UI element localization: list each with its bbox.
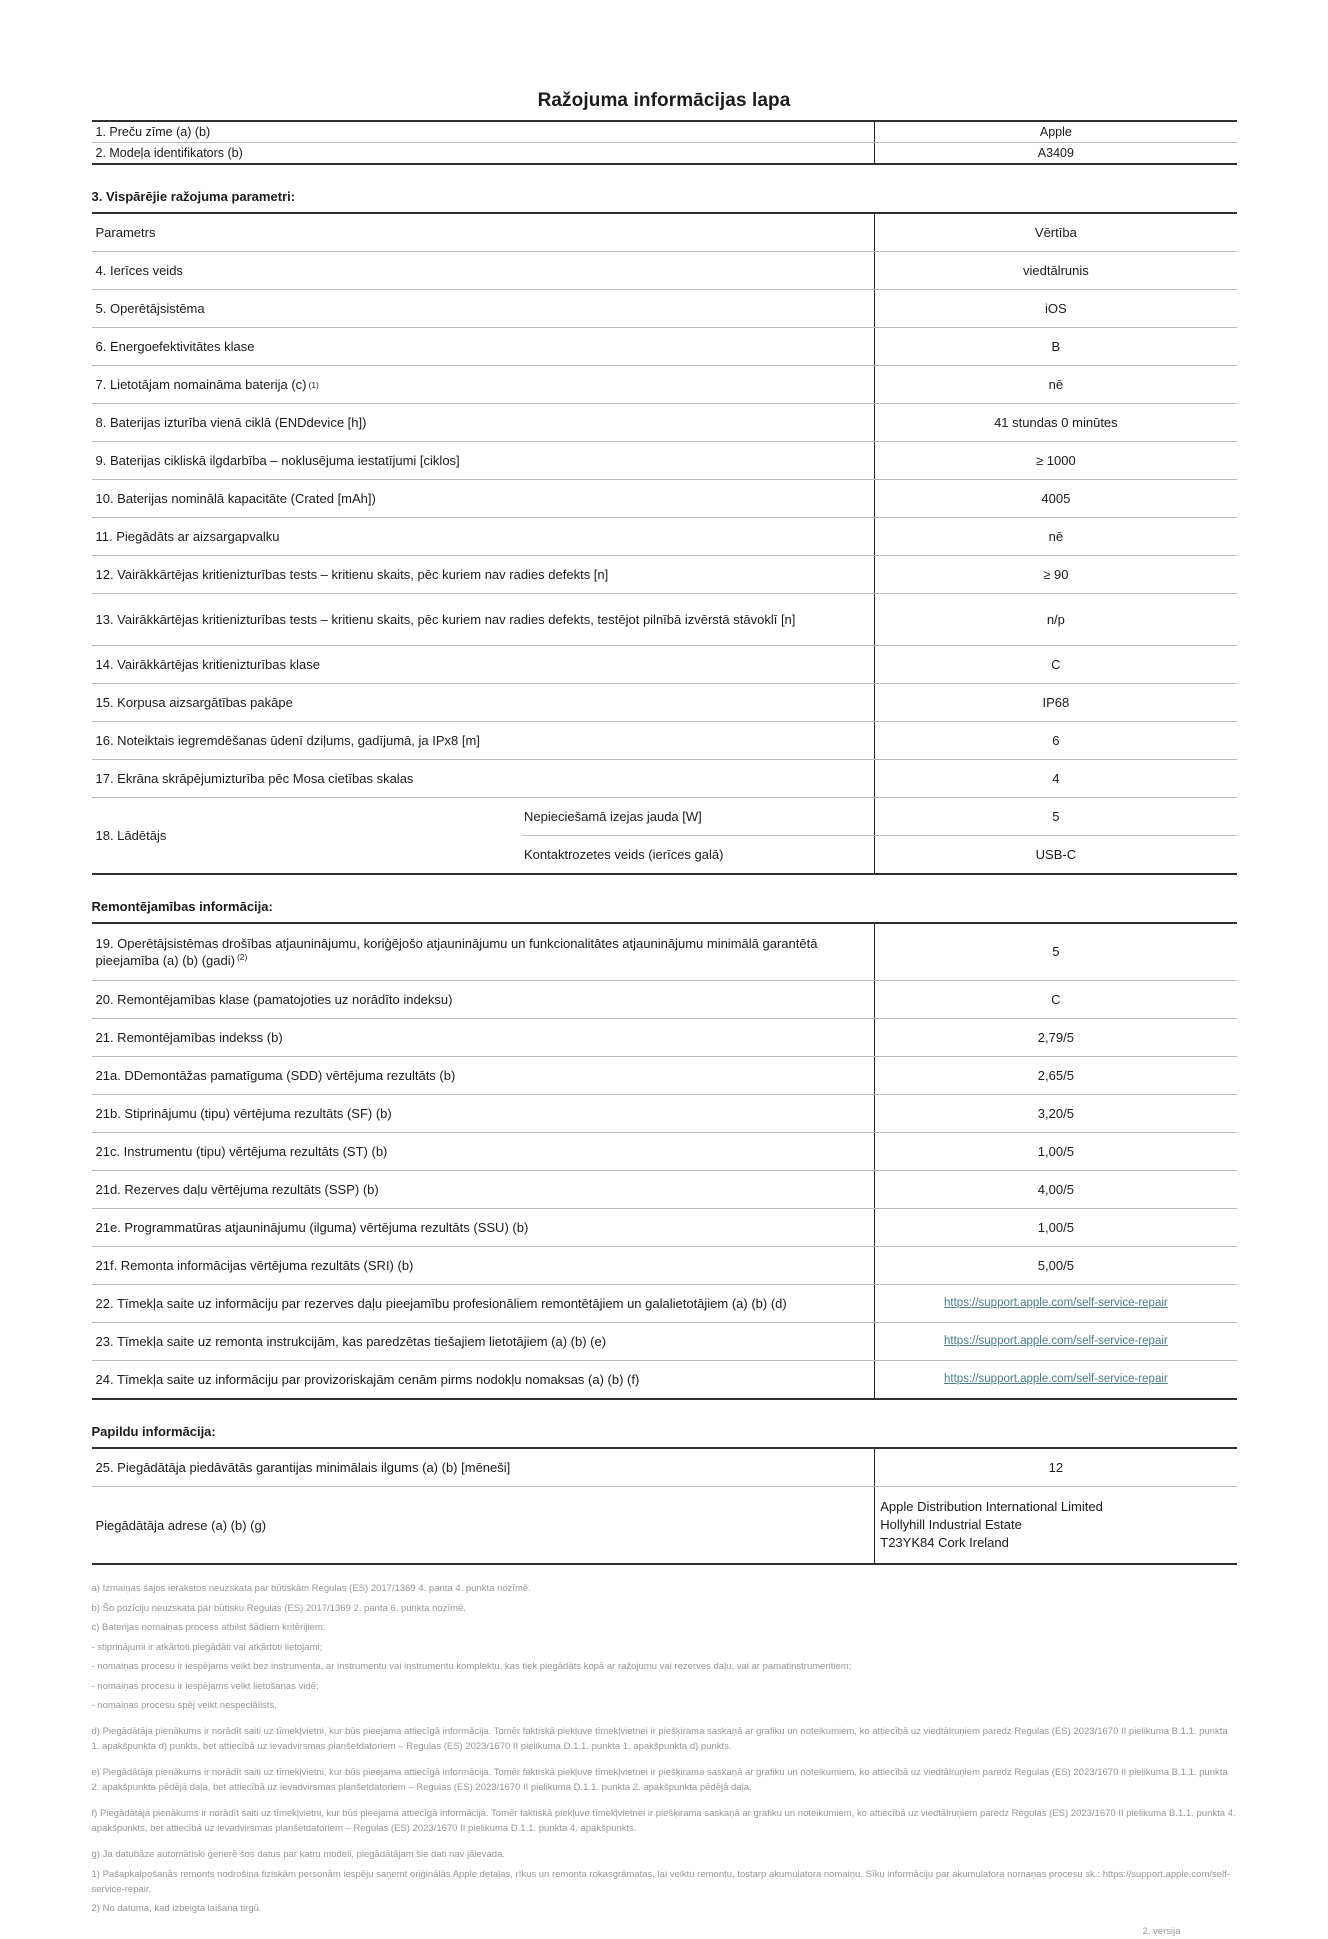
footnote-criterion: - nomaiņas procesu ir iespējams veikt bez instrumenta, ar instrumentu vai instrumentu komplektu, kas tiek piegādāts kopā ar ražojumu vai rezerves daļu, vai ar pamatinstrumentiem; (91, 1661, 852, 1672)
row-label: 12. Vairākkārtējas kritienizturības tests – kritienu skaits, pēc kuriem nav radies defekts [n] (92, 556, 876, 593)
row-label: 1. Preču zīme (a) (b) (92, 122, 876, 142)
charger-row (92, 797, 1237, 873)
footnote: c) Baterijas nomaiņas process atbilst šādiem kritērijiem: (91, 1622, 326, 1633)
row-value: 3,20/5 (1037, 1105, 1074, 1121)
row-value: 12 (1048, 1459, 1064, 1475)
row-value (875, 1361, 1236, 1398)
row-value: 2,79/5 (1037, 1029, 1074, 1045)
sub-row-label: Kontaktrozetes veids (ierīces galā) (522, 836, 875, 873)
table-row (92, 365, 1237, 403)
row-value: C (1051, 991, 1061, 1007)
row-label: 6. Energoefektivitātes klase (92, 328, 876, 365)
table-row (92, 555, 1237, 593)
column-header-parameter: Parametrs (92, 214, 876, 251)
general-parameters-table (92, 212, 1237, 875)
table-row (92, 403, 1237, 441)
row-label: 17. Ekrāna skrāpējumizturība pēc Mosa cietības skalas (92, 760, 876, 797)
footnote-criterion: - stiprinājumi ir atkārtoti piegādāti vai atkārtoti lietojami; (91, 1641, 323, 1653)
row-label: 2. Modeļa identifikators (b) (92, 143, 876, 163)
table-row (92, 479, 1237, 517)
table-row (92, 1056, 1237, 1094)
version-label: 2. versija (1142, 1926, 1181, 1937)
table-row (92, 721, 1237, 759)
row-label: 11. Piegādāts ar aizsargapvalku (92, 518, 876, 555)
row-label-main: 19. Operētājsistēmas drošības atjauninājumu, koriģējošo atjauninājumu un funkcionalitātes atjauninājumu minimālā garantētā pieejamība (a) (b) (gadi) (95, 936, 818, 968)
row-label-text (96, 935, 861, 969)
table-row (92, 142, 1237, 163)
address-line: T23YK84 Cork Ireland (880, 1535, 1009, 1550)
row-value: 6 (1052, 732, 1060, 748)
footnote: 2) No datuma, kad izbeigta laišana tirgū. (91, 1903, 262, 1914)
column-header-value: Vērtība (1034, 224, 1077, 240)
table-row (92, 645, 1237, 683)
footnote-criterion: - nomaiņas procesu spēj veikt nespeciālists. (91, 1700, 277, 1711)
row-value: n/p (1046, 611, 1065, 627)
row-label: 21c. Instrumentu (tipu) vērtējuma rezultāts (ST) (b) (92, 1133, 876, 1170)
row-value: nē (1048, 376, 1064, 392)
address-line: Hollyhill Industrial Estate (880, 1517, 1022, 1532)
row-value: IP68 (1042, 694, 1070, 710)
footnote: b) Šo pozīciju neuzskata par būtisku Regulas (ES) 2017/1369 2. panta 6. punkta nozīmē. (91, 1602, 466, 1614)
row-label: 23. Tīmekļa saite uz remonta instrukcijām, kas paredzētas tiešajiem lietotājiem (a) (b) (e) (92, 1323, 876, 1360)
row-value: ≥ 1000 (1036, 452, 1076, 468)
table-row (92, 924, 1237, 980)
row-label: 21b. Stiprinājumu (tipu) vērtējuma rezultāts (SF) (b) (92, 1095, 876, 1132)
row-label: 14. Vairākkārtējas kritienizturības klase (92, 646, 876, 683)
row-value: C (1051, 656, 1061, 672)
table-row (92, 327, 1237, 365)
table-row (92, 683, 1237, 721)
row-value (875, 1323, 1236, 1360)
row-value: 4,00/5 (1037, 1181, 1074, 1197)
table-header-row (92, 214, 1237, 251)
row-label: 20. Remontējamības klase (pamatojoties uz norādīto indeksu) (92, 981, 876, 1018)
footnote: f) Piegādātāja pienākums ir norādīt saiti uz tīmekļvietni, kur būs pieejama attiecīgā informācija. Tomēr faktiskā piekļuve tīmekļvietnei ir piešķirama saskaņā ar grafiku un noteikumiem, ko attiecībā uz viedtālruņiem paredz Regulas (ES) 2023/1670 II pielikuma B.1.1. punkta 4. apakšpunkts, bet attiecībā uz ievadvirsmas planšetdatoriem – Regulas (ES) 2023/1670 II pielikuma D.1.1. punkta 4. apakšpunkts. (91, 1808, 1236, 1834)
row-label: 18. Lādētājs (95, 828, 167, 843)
footnote: e) Piegādātāja pienākums ir norādīt saiti uz tīmekļvietni, kur būs pieejama attiecīgā informācija. Tomēr faktiskā piekļuve tīmekļvietnei ir piešķirama saskaņā ar grafiku un noteikumiem, ko attiecībā uz viedtālruņiem paredz Regulas (ES) 2023/1670 II pielikuma B.1.1. punkta 2. apakšpunkta pēdējā daļa, bet attiecībā uz ievadvirsmas planšetdatoriem – Regulas (ES) 2023/1670 II pielikuma D.1.1. punkta 2. apakšpunkta pēdējā daļa. (91, 1767, 1228, 1793)
row-label: 25. Piegādātāja piedāvātās garantijas minimālais ilgums (a) (b) [mēneši] (92, 1449, 876, 1486)
table-row (92, 1170, 1237, 1208)
footnote: 1) Pašapkalpošanās remonts nodrošina fiziskām personām iespēju saņemt oriģinālās Apple detaļas, rīkus un remonta rokasgrāmatas, lai veiktu remontu, tostarp akumulatora nomaiņu. Sīku informāciju par akumulatora nomaņas procesu sk.: https://support.apple.com/self-service-repair. (91, 1868, 1230, 1895)
row-value: nē (1048, 528, 1064, 544)
row-label: 8. Baterijas izturība vienā ciklā (ENDdevice [h]) (92, 404, 876, 441)
row-label: 5. Operētājsistēma (92, 290, 876, 327)
supplier-address-row (92, 1486, 1237, 1563)
brand-model-table (92, 120, 1237, 165)
row-label: 13. Vairākkārtējas kritienizturības tests – kritienu skaits, pēc kuriem nav radies defekts, testējot pilnībā izvērstā stāvoklī [n] (92, 594, 876, 645)
supplier-address (875, 1487, 1236, 1563)
row-value (875, 1285, 1236, 1322)
row-label: 7. Lietotājam nomaināma baterija (c) (1) (92, 366, 876, 403)
row-value: 4005 (1041, 490, 1071, 506)
row-value: 1,00/5 (1037, 1143, 1074, 1159)
row-label: 24. Tīmekļa saite uz informāciju par provizoriskajām cenām pirms nodokļu nomaksas (a) (b) (f) (92, 1361, 876, 1398)
row-value: 5,00/5 (1037, 1257, 1074, 1273)
row-value: USB-C (1035, 847, 1077, 862)
row-value: 4 (1052, 770, 1060, 786)
table-row (92, 759, 1237, 797)
row-label: 21e. Programmatūras atjauninājumu (ilguma) vērtējuma rezultāts (SSU) (b) (92, 1209, 876, 1246)
table-row (522, 835, 1236, 873)
row-label: 21. Remontējamības indekss (b) (92, 1019, 876, 1056)
table-row (92, 1132, 1237, 1170)
table-row (92, 593, 1237, 645)
table-row (92, 1246, 1237, 1284)
table-row (92, 1322, 1237, 1360)
table-row (92, 1018, 1237, 1056)
footnote: d) Piegādātāja pienākums ir norādīt saiti uz tīmekļvietni, kur būs pieejama attiecīgā informācija. Tomēr faktiskā piekļuve tīmekļvietnei ir piešķirama saskaņā ar grafiku un noteikumiem, ko attiecībā uz viedtālruņiem paredz Regulas (ES) 2023/1670 II pielikuma B.1.1. punkta 1. apakšpunkta d) punkts, bet attiecībā uz ievadvirsmas planšetdatoriem – Regulas (ES) 2023/1670 II pielikuma D.1.1. punkta 1. apakšpunkta d) punkts. (91, 1726, 1228, 1752)
row-value: iOS (1045, 300, 1067, 316)
row-value: Apple (1039, 125, 1072, 139)
row-label: 15. Korpusa aizsargātības pakāpe (92, 684, 876, 721)
row-label: 16. Noteiktais iegremdēšanas ūdenī dziļums, gadījumā, ja IPx8 [m] (92, 722, 876, 759)
table-row (92, 289, 1237, 327)
charger-subtable (522, 798, 1236, 873)
row-label: 21a. DDemontāžas pamatīguma (SDD) vērtējuma rezultāts (b) (92, 1057, 876, 1094)
row-label-text: 7. Lietotājam nomaināma baterija (c) (95, 377, 307, 392)
table-row (92, 1449, 1237, 1486)
table-row (92, 1284, 1237, 1322)
table-row (92, 1208, 1237, 1246)
table-row (92, 980, 1237, 1018)
row-value: 5 (1052, 809, 1060, 824)
row-label: 9. Baterijas cikliskā ilgdarbība – noklusējuma iestatījumi [ciklos] (92, 442, 876, 479)
row-value: ≥ 90 (1043, 566, 1069, 582)
row-label: Piegādātāja adrese (a) (b) (g) (92, 1487, 876, 1563)
section-heading-repairability: Remontējamības informācija: (91, 899, 273, 914)
row-value: 1,00/5 (1037, 1219, 1074, 1235)
support-link[interactable]: https://support.apple.com/self-service-repair (944, 1335, 1168, 1347)
footnotes (92, 1581, 1237, 1939)
repairability-table (92, 922, 1237, 1400)
row-label: 10. Baterijas nominālā kapacitāte (Crated [mAh]) (92, 480, 876, 517)
row-value: B (1051, 338, 1061, 354)
row-label: 21d. Rezerves daļu vērtējuma rezultāts (SSP) (b) (92, 1171, 876, 1208)
row-value: A3409 (1037, 146, 1074, 160)
row-value: 5 (1052, 944, 1060, 959)
support-link[interactable]: https://support.apple.com/self-service-repair (944, 1297, 1168, 1309)
footnote-criterion: - nomaiņas procesu ir iespējams veikt lietošanas vidē; (91, 1680, 319, 1692)
sub-row-label: Nepieciešamā izejas jauda [W] (522, 798, 875, 835)
table-row (92, 1094, 1237, 1132)
document-page (92, 0, 1237, 1939)
additional-info-table (92, 1447, 1237, 1565)
row-label: 21f. Remonta informācijas vērtējuma rezultāts (SRI) (b) (92, 1247, 876, 1284)
row-value: 41 stundas 0 minūtes (994, 414, 1118, 430)
table-row (92, 1360, 1237, 1398)
support-link[interactable]: https://support.apple.com/self-service-repair (944, 1373, 1168, 1385)
footnote: g) Ja datubāze automātiski ģenerē šos datus par katru modeli, piegādātājam šie dati nav jāievada. (91, 1849, 505, 1860)
row-label: 4. Ierīces veids (92, 252, 876, 289)
table-row (92, 122, 1237, 142)
table-row (92, 441, 1237, 479)
section-heading-general: 3. Vispārējie ražojuma parametri: (91, 189, 296, 204)
page-title: Ražojuma informācijas lapa (537, 90, 791, 111)
footnote: a) Izmaiņas šajos ierakstos neuzskata par būtiskām Regulas (ES) 2017/1369 4. panta 4. punkta nozīmē. (91, 1583, 531, 1594)
table-row (522, 798, 1236, 835)
address-line: Apple Distribution International Limited (880, 1499, 1103, 1514)
table-row (92, 517, 1237, 555)
row-label: 22. Tīmekļa saite uz informāciju par rezerves daļu pieejamību profesionāliem remontētājiem un galalietotājiem (a) (b) (d) (92, 1285, 876, 1322)
row-value: 2,65/5 (1037, 1067, 1074, 1083)
row-label (92, 924, 876, 980)
table-row (92, 251, 1237, 289)
section-heading-additional: Papildu informācija: (91, 1424, 216, 1439)
footnote-marker: (2) (236, 951, 248, 962)
row-value: viedtālrunis (1022, 262, 1089, 278)
